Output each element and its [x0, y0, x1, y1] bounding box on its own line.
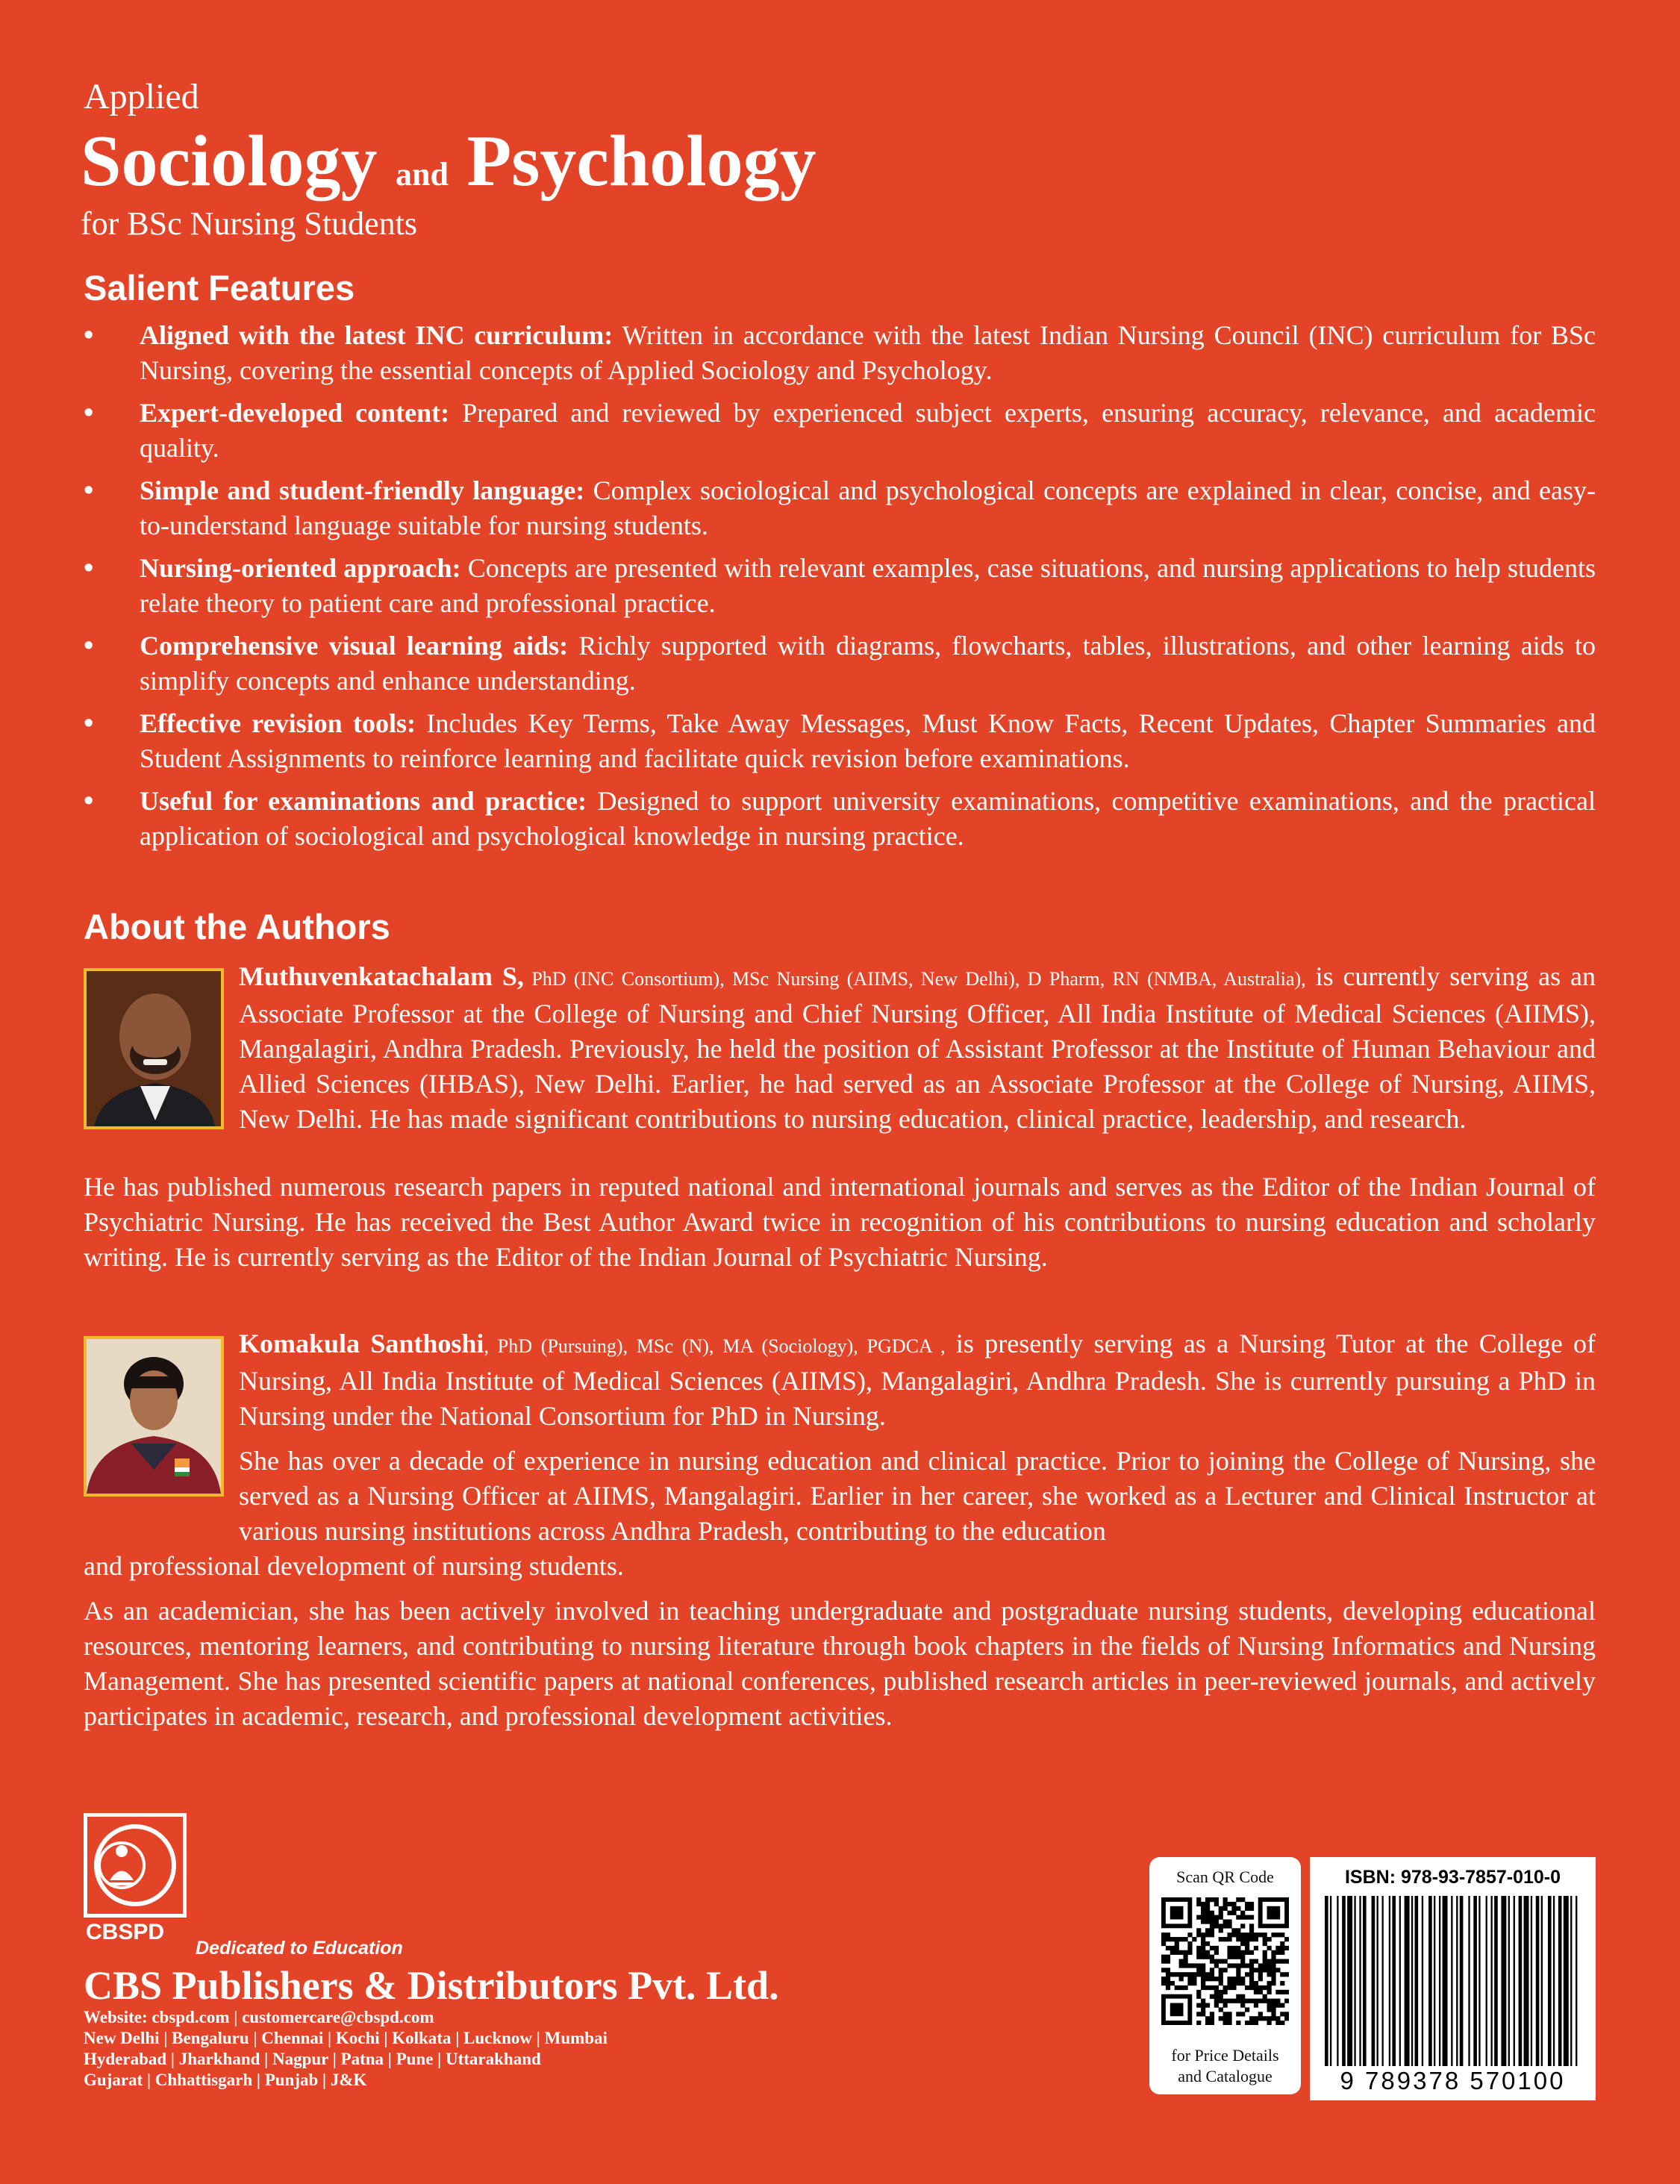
publisher-cities-line2: Hyderabad | Jharkhand | Nagpur | Patna | Pune | Uttarakhand	[84, 2050, 541, 2068]
bullet-icon: •	[84, 785, 94, 817]
author2-bio-text: is presently serving as a Nursing Tutor at the College of Nursing, All India Institute of Medical Sciences (AIIMS), Mangalagiri, Andhra Pradesh. She is currently pursuing a PhD in Nursing under the National Consortium for PhD in Nursing.	[239, 1329, 1596, 1431]
publisher-cities-line3: Gujarat | Chhattisgarh | Punjab | J&K	[84, 2071, 367, 2089]
barcode-panel	[1310, 1857, 1596, 2100]
barcode-icon	[1325, 1896, 1581, 2066]
author1-bio-text: is currently serving as an Associate Professor at the College of Nursing and Chief Nursing Officer, All India Institute of Medical Sciences (AIIMS), Mangalagiri, Andhra Pradesh. Previously, he held the position of Assistant Professor at the Institute of Human Behaviour and Allied Sciences (IHBAS), New Delhi. Earlier, he had served as an Associate Professor at the College of Nursing, AIIMS, New Delhi. He has made significant contributions to nursing education, clinical practice, leadership, and research.	[239, 961, 1596, 1134]
feature-title: Comprehensive visual learning aids:	[140, 631, 569, 661]
publisher-tagline: Dedicated to Education	[196, 1938, 403, 1959]
author1-portrait-icon	[87, 971, 221, 1126]
book-title	[81, 119, 816, 216]
feature-text: Includes Key Terms, Take Away Messages, Must Know Facts, Recent Updates, Chapter Summaries and Student Assignments to reinforce learning and facilitate quick revision before examinations.	[140, 708, 1596, 773]
feature-item	[84, 396, 1596, 466]
feature-text: Written in accordance with the latest Indian Nursing Council (INC) curriculum for BSc Nursing, covering the essential concepts of Applied Sociology and Psychology.	[140, 320, 1596, 385]
feature-text: Complex sociological and psychological concepts are explained in clear, concise, and easy-to-understand language suitable for nursing students.	[140, 475, 1596, 540]
title-psychology: Psychology	[466, 121, 816, 202]
logo-wordmark: CBSPD	[86, 1920, 165, 1944]
qr-label-bottom-line1: for Price Details	[1171, 2046, 1279, 2065]
qr-label-bottom-line2: and Catalogue	[1178, 2067, 1273, 2085]
bullet-icon: •	[84, 319, 94, 351]
author2-bio-para3: As an academician, she has been actively involved in teaching undergraduate and postgraduate nursing students, developing educational resources, mentoring learners, and contributing to nursing literature through book chapters in the fields of Nursing Informatics and Nursing Management. She has presented scientific papers at national conferences, published research articles in peer-reviewed journals, and actively participates in academic, research, and professional development activities.	[84, 1596, 1596, 1731]
author2-bio-para2-rest: and professional development of nursing students.	[84, 1551, 624, 1581]
author2-name: Komakula Santhoshi	[239, 1329, 484, 1358]
author2-photo	[84, 1336, 224, 1497]
feature-title: Effective revision tools:	[140, 708, 416, 738]
feature-item	[84, 628, 1596, 699]
feature-text: Richly supported with diagrams, flowcharts, tables, illustrations, and other learning aids to simplify concepts and enhance understanding.	[140, 631, 1596, 696]
qr-code-icon[interactable]	[1161, 1897, 1289, 2025]
bullet-icon: •	[84, 475, 94, 506]
feature-title: Simple and student-friendly language:	[140, 475, 585, 505]
bullet-icon: •	[84, 397, 94, 428]
feature-title: Useful for examinations and practice:	[140, 786, 587, 816]
feature-title: Expert-developed content:	[140, 398, 450, 428]
isbn-number: ISBN: 978-93-7857-010-0	[1344, 1867, 1561, 1888]
publisher-name: CBS Publishers & Distributors Pvt. Ltd.	[84, 1963, 779, 2008]
author1-name: Muthuvenkatachalam S,	[239, 961, 524, 991]
publisher-logo	[84, 1813, 187, 1918]
bullet-icon: •	[84, 630, 94, 661]
publisher-cities-line1: New Delhi | Bengaluru | Chennai | Kochi | Kolkata | Lucknow | Mumbai	[84, 2029, 608, 2047]
author1-bio-rest: He has published numerous research papers in reputed national and international journals and serves as the Editor of the Indian Journal of Psychiatric Nursing. He has received the Best Author Award twice in recognition of his contributions to nursing education and scholarly writing. He is currently serving as the Editor of the Indian Journal of Psychiatric Nursing.	[84, 1172, 1596, 1272]
feature-item	[84, 551, 1596, 621]
title-and: and	[395, 156, 449, 193]
feature-item	[84, 473, 1596, 543]
feature-item	[84, 784, 1596, 854]
author2-portrait-icon	[87, 1339, 221, 1494]
features-heading: Salient Features	[84, 268, 355, 308]
author1-credentials: PhD (INC Consortium), MSc Nursing (AIIMS, New Delhi), D Pharm, RN (NMBA, Australia),	[523, 968, 1306, 990]
feature-item	[84, 706, 1596, 776]
title-sociology: Sociology	[81, 121, 378, 202]
features-list	[84, 318, 1596, 861]
feature-text: Designed to support university examinations, competitive examinations, and the practical application of sociological and psychological knowledge in nursing practice.	[140, 786, 1596, 851]
feature-text: Prepared and reviewed by experienced subject experts, ensuring accuracy, relevance, and academic quality.	[140, 398, 1596, 463]
feature-item	[84, 318, 1596, 388]
title-applied: Applied	[84, 77, 199, 116]
author1-bio-top	[239, 959, 1596, 1137]
author2-bio-para2: She has over a decade of experience in nursing education and clinical practice. Prior to joining the College of Nursing, she served as a Nursing Officer at AIIMS, Mangalagiri. Earlier in her career, she worked as a Lecturer and Clinical Instructor at various nursing institutions across Andhra Pradesh, contributing to the education	[239, 1446, 1596, 1546]
qr-panel	[1149, 1857, 1301, 2094]
cbspd-emblem-icon	[87, 1817, 183, 1914]
author2-credentials: , PhD (Pursuing), MSc (N), MA (Sociology), PGDCA ,	[484, 1335, 946, 1357]
author2-bio-top	[239, 1326, 1596, 1434]
bullet-icon: •	[84, 552, 94, 584]
barcode-digits: 9 789378 570100	[1340, 2067, 1566, 2094]
author1-photo	[84, 968, 224, 1129]
feature-text: Concepts are presented with relevant examples, case situations, and nursing applications to help students relate theory to patient care and professional practice.	[140, 553, 1596, 618]
publisher-website: Website: cbspd.com | customercare@cbspd.com	[84, 2008, 434, 2027]
qr-label-bottom	[1149, 2045, 1301, 2087]
feature-title: Aligned with the latest INC curriculum:	[140, 320, 613, 350]
feature-title: Nursing-oriented approach:	[140, 553, 461, 583]
bullet-icon: •	[84, 708, 94, 739]
authors-heading: About the Authors	[84, 907, 390, 946]
qr-label-top: Scan QR Code	[1176, 1868, 1274, 1886]
book-subtitle: for BSc Nursing Students	[81, 205, 417, 242]
